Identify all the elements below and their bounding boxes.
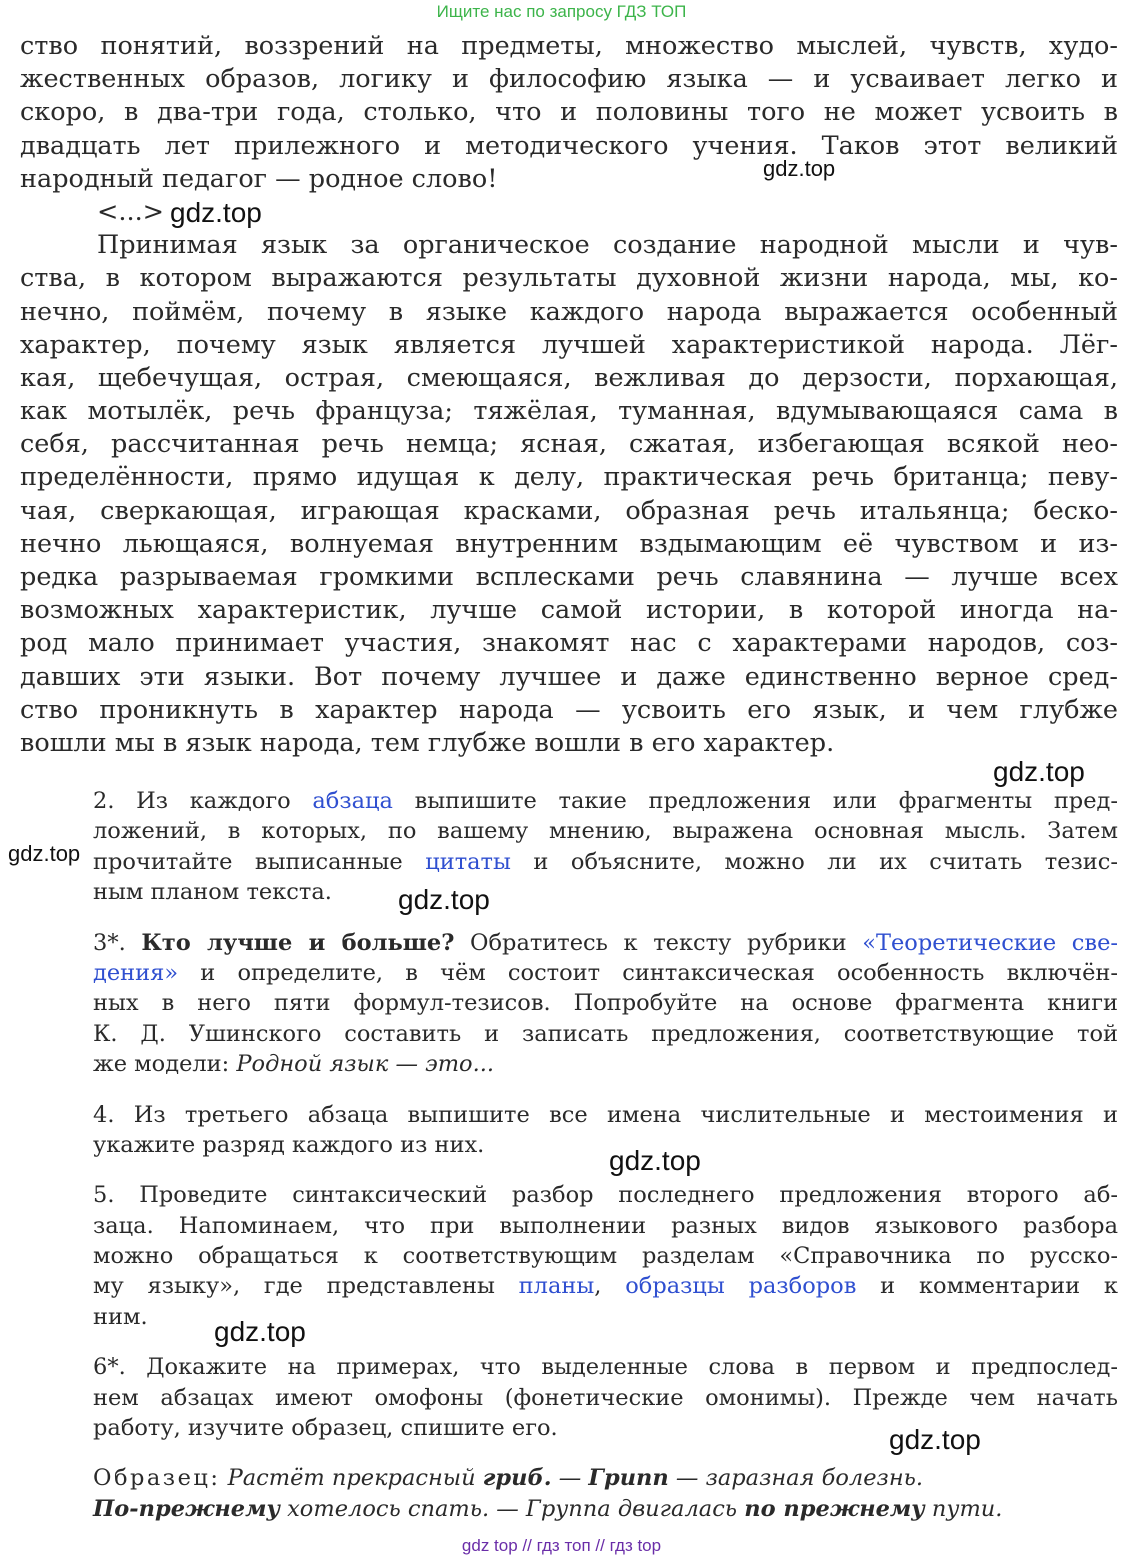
watermark: gdz.top <box>8 841 81 866</box>
task-4 <box>93 1100 1118 1161</box>
watermark: gdz.top <box>398 884 490 915</box>
task-3 <box>93 928 1118 1080</box>
task-2 <box>93 786 1118 908</box>
task-line: К. Д. Ушинского составить и записать предложения, соответствующие той <box>93 1020 1118 1047</box>
text-line: возможных характеристик, лучше самой истории, в которой иногда на- <box>20 595 1118 626</box>
tasks-section <box>93 786 1118 1524</box>
task-line: ложений, в которых, по вашему мнению, выражена основная мысль. Затем <box>93 818 1118 845</box>
text-line: давших эти языки. Вот почему лучшее и даже единственно верное сред- <box>20 661 1118 692</box>
text-line: вошли мы в язык народа, тем глубже вошли в его характер. <box>20 727 835 758</box>
text-line: жественных образов, логику и философию языка — и усваивает легко и <box>20 64 1118 95</box>
task-line: 5. Проведите синтаксический разбор последнего предложения второго аб- <box>93 1182 1118 1209</box>
link-theory[interactable]: «Теоретические све- <box>862 929 1118 956</box>
task-line: ним. <box>93 1303 148 1330</box>
task-line: 6*. Докажите на примерах, что выделенные слова в первом и предпослед- <box>93 1354 1118 1381</box>
text-line: ство понятий, воззрений на предметы, множество мыслей, чувств, худо- <box>20 31 1118 61</box>
text-line: двадцать лет прилежного и методического учения. Таков этот великий <box>20 130 1118 161</box>
link-tsitaty[interactable]: цитаты <box>425 848 511 875</box>
task-line: 4. Из третьего абзаца выпишите все имена числительные и местоимения и <box>93 1101 1118 1128</box>
text-line: характер, почему язык является лучшей характеристикой народа. Лёг- <box>20 329 1118 360</box>
task-line: дения» и определите, в чём состоит синтаксическая особенность включён- <box>93 959 1118 986</box>
watermark: gdz.top <box>609 1145 701 1176</box>
task-line: 3*. Кто лучше и больше? Обратитесь к тексту рубрики «Теоретические све- <box>93 929 1118 956</box>
watermark: gdz.top <box>993 756 1085 787</box>
task-line: можно обращаться к соответствующим разделам «Справочника по русско- <box>93 1243 1118 1270</box>
task-line: заца. Напоминаем, что при выполнении разных видов языкового разбора <box>93 1212 1118 1239</box>
text-line: кая, щебечущая, острая, смеющаяся, вежливая до дерзости, порхающая, <box>20 362 1118 393</box>
text-line: пределённости, прямо идущая к делу, практическая речь британца; певу- <box>20 462 1118 493</box>
paragraph-1 <box>20 30 1118 196</box>
text-line: род мало принимает участия, знакомят нас с характерами народов, соз- <box>20 628 1118 659</box>
sample-label: Образец: <box>93 1465 221 1492</box>
link-obraztsy[interactable]: образцы разборов <box>625 1273 857 1300</box>
text-line: ство проникнуть в характер народа — усвоить его язык, и чем глубже <box>20 694 1118 725</box>
task-line: ным планом текста. <box>93 879 332 906</box>
task-line: 2. Из каждого абзаца выпишите такие предложения или фрагменты пред- <box>93 788 1118 814</box>
sample <box>93 1463 1118 1524</box>
text-line: нечно, поймём, почему в языке каждого народа выражается особенный <box>20 296 1118 327</box>
sample-line: По-прежнему хотелось спать. — Группа двигалась по прежнему пути. <box>93 1495 1003 1522</box>
task-5 <box>93 1180 1118 1332</box>
sample-line: Образец: Растёт прекрасный гриб. — Грипп — заразная болезнь. <box>93 1465 924 1492</box>
task-line: ных в него пяти формул-тезисов. Попробуйте на основе фрагмента книги <box>93 990 1118 1017</box>
task-line: укажите разряд каждого из них. <box>93 1131 485 1158</box>
task-line: же модели: Родной язык — это... <box>93 1051 495 1078</box>
watermark: gdz.top <box>214 1316 306 1347</box>
text-line: нечно льющаяся, волнуемая внутренним вздымающим её чувством и из- <box>20 528 1118 559</box>
bottom-banner[interactable]: gdz top // гдз топ // гдз top <box>461 1536 662 1555</box>
task-line: нем абзацах имеют омофоны (фонетические омонимы). Прежде чем начать <box>93 1384 1118 1411</box>
text-line: Принимая язык за органическое создание народной мысли и чув- <box>97 230 1118 261</box>
link-plany[interactable]: планы <box>518 1273 595 1300</box>
text-line: ства, в котором выражаются результаты духовной жизни народа, мы, ко- <box>20 263 1118 294</box>
text-line: чая, сверкающая, играющая красками, образная речь итальянца; беско- <box>20 495 1118 526</box>
link-abzats[interactable]: абзаца <box>312 788 393 814</box>
text-line: себя, рассчитанная речь немца; ясная, сжатая, избегающая всякой нео- <box>20 429 1118 460</box>
main-text <box>20 30 1118 760</box>
text-line: скоро, в два-три года, столько, что и половины того не может усвоить в <box>20 97 1118 128</box>
watermark: gdz.top <box>170 197 262 228</box>
watermark: gdz.top <box>763 156 836 181</box>
link-theory-cont[interactable]: дения» <box>93 959 179 986</box>
task-line: му языку», где представлены планы, образцы разборов и комментарии к <box>93 1273 1118 1300</box>
ellipsis: <...> <box>97 196 165 227</box>
text-line: редка разрываемая громкими всплесками речь славянина — лучше всех <box>20 562 1118 592</box>
task-line: прочитайте выписанные цитаты и объясните, можно ли их считать тезис- <box>93 848 1119 875</box>
paragraph-2 <box>20 229 1118 760</box>
task-3-heading: Кто лучше и больше? <box>141 929 455 956</box>
text-line: как мотылёк, речь француза; тяжёлая, туманная, вдумывающаяся сама в <box>20 396 1118 427</box>
top-banner[interactable]: Ищите нас по запросу ГДЗ ТОП <box>436 2 687 21</box>
watermark: gdz.top <box>889 1424 981 1455</box>
task-line: работу, изучите образец, спишите его. <box>93 1415 558 1442</box>
text-line: народный педагог — родное слово! <box>20 163 498 194</box>
